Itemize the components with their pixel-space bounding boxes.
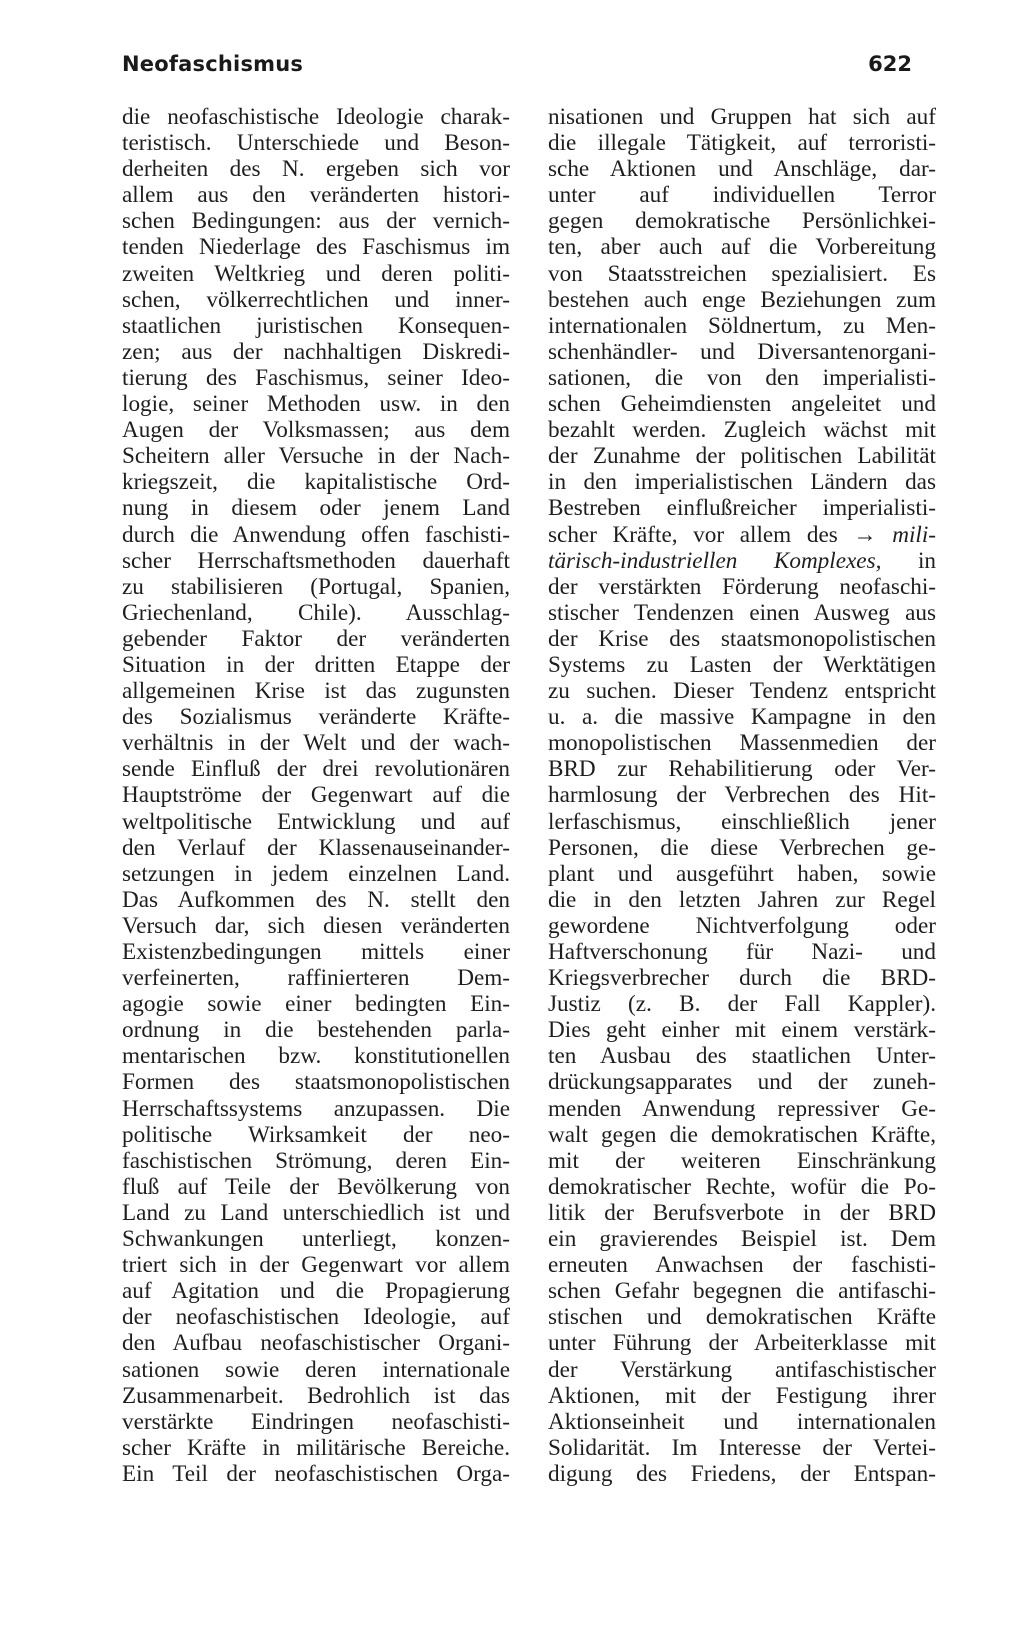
text-line: Schwankungen unterliegt, konzen- bbox=[122, 1226, 510, 1253]
page-header bbox=[122, 52, 912, 86]
text-line: gegen demokratische Persönlichkei- bbox=[548, 208, 936, 235]
text-line: ten Ausbau des staatlichen Unter- bbox=[548, 1043, 936, 1070]
text-line: schen Geheimdiensten angeleitet und bbox=[548, 391, 936, 418]
text-line: Zusammenarbeit. Bedrohlich ist das bbox=[122, 1382, 510, 1409]
text-line: harmlosung der Verbrechen des Hit- bbox=[548, 782, 936, 809]
text-line: Haftverschonung für Nazi- und bbox=[548, 939, 936, 965]
text-line: Justiz (z. B. der Fall Kappler). bbox=[548, 991, 936, 1018]
text-line: Solidarität. Im Interesse der Vertei- bbox=[548, 1434, 936, 1461]
text-line: der neofaschistischen Ideologie, auf bbox=[122, 1304, 510, 1331]
text-line: Herrschaftssystems anzupassen. Die bbox=[122, 1095, 510, 1122]
text-line: die in den letzten Jahren zur Regel bbox=[548, 886, 936, 913]
text-line: zu suchen. Dieser Tendenz entspricht bbox=[548, 678, 936, 705]
text-line: litik der Berufsverbote in der BRD bbox=[548, 1199, 936, 1226]
text-line: u. a. die massive Kampagne in den bbox=[548, 704, 936, 731]
text-line: Land zu Land unterschiedlich ist und bbox=[122, 1199, 510, 1226]
text-line: weltpolitische Entwicklung und auf bbox=[122, 808, 510, 835]
text-line: setzungen in jedem einzelnen Land. bbox=[122, 860, 510, 887]
text-line: sche Aktionen und Anschläge, dar- bbox=[548, 156, 936, 183]
cross-reference-arrow-icon: → bbox=[853, 521, 877, 548]
text-line: mit der weiteren Einschränkung bbox=[548, 1147, 936, 1174]
text-line: von Staatsstreichen spezialisiert. Es bbox=[548, 260, 936, 287]
cross-reference-term: mili- bbox=[876, 521, 936, 548]
text-line: derheiten des N. ergeben sich vor bbox=[122, 156, 510, 183]
text-line: erneuten Anwachsen der faschisti- bbox=[548, 1252, 936, 1279]
text-line: durch die Anwendung offen faschisti- bbox=[122, 521, 510, 548]
text-line: Kriegsverbrecher durch die BRD- bbox=[548, 965, 936, 992]
text-line: Dies geht einher mit einem verstärk- bbox=[548, 1017, 936, 1044]
text-line: stischer Tendenzen einen Ausweg aus bbox=[548, 599, 936, 626]
text-line: Scheitern aller Versuche in der Nach- bbox=[122, 443, 510, 470]
left-text-column bbox=[122, 104, 510, 1504]
text-line: zu stabilisieren (Portugal, Spanien, bbox=[122, 573, 510, 600]
text-line: gewordene Nichtverfolgung oder bbox=[548, 912, 936, 939]
text-line: verhältnis in der Welt und der wach- bbox=[122, 730, 510, 757]
text-line: faschistischen Strömung, deren Ein- bbox=[122, 1147, 510, 1174]
text-line: der verstärkten Förderung neofaschi- bbox=[548, 573, 936, 600]
text-line: nung in diesem oder jenem Land bbox=[122, 495, 510, 522]
text-line: drückungsapparates und der zuneh- bbox=[548, 1069, 936, 1096]
text-line: allgemeinen Krise ist das zugunsten bbox=[122, 678, 510, 705]
text-line: sende Einfluß der drei revolutionären bbox=[122, 756, 510, 783]
text-line: tierung des Faschismus, seiner Ideo- bbox=[122, 364, 510, 391]
running-head: Neofaschismus bbox=[122, 52, 304, 76]
text-line: ein gravierendes Beispiel ist. Dem bbox=[548, 1226, 936, 1253]
text-line: ten, aber auch auf die Vorbereitung bbox=[548, 234, 936, 261]
text-line: gebender Faktor der veränderten bbox=[122, 625, 510, 652]
text-line: schen, völkerrechtlichen und inner- bbox=[122, 286, 510, 313]
text-line: Systems zu Lasten der Werktätigen bbox=[548, 651, 936, 678]
text-line: den Verlauf der Klassenauseinander- bbox=[122, 834, 510, 861]
text-line: tenden Niederlage des Faschismus im bbox=[122, 234, 510, 261]
text-line bbox=[548, 548, 936, 574]
text-line: stischen und demokratischen Kräfte bbox=[548, 1304, 936, 1331]
text-line bbox=[548, 522, 936, 548]
text-line: den Aufbau neofaschistischer Organi- bbox=[122, 1330, 510, 1357]
text-line: BRD zur Rehabilitierung oder Ver- bbox=[548, 756, 936, 783]
text-line: Griechenland, Chile). Ausschlag- bbox=[122, 599, 510, 626]
text-line: allem aus den veränderten histori- bbox=[122, 182, 510, 209]
cross-reference-term: tärisch-industriellen Komplexes, bbox=[548, 547, 882, 574]
text-line: lerfaschismus, einschließlich jener bbox=[548, 808, 936, 835]
text-line: teristisch. Unterschiede und Beson- bbox=[122, 130, 510, 157]
text-line: politische Wirksamkeit der neo- bbox=[122, 1121, 510, 1148]
text-line: verstärkte Eindringen neofaschisti- bbox=[122, 1408, 510, 1435]
text-fragment: in bbox=[881, 547, 936, 574]
text-line: Augen der Volksmassen; aus dem bbox=[122, 417, 510, 444]
text-line: sationen, die von den imperialisti- bbox=[548, 364, 936, 391]
text-line: in den imperialistischen Ländern das bbox=[548, 469, 936, 496]
text-line: die neofaschistische Ideologie charak- bbox=[122, 104, 510, 130]
text-line: schenhändler- und Diversantenorgani- bbox=[548, 338, 936, 365]
text-line: menden Anwendung repressiver Ge- bbox=[548, 1095, 936, 1122]
text-line: Aktionen, mit der Festigung ihrer bbox=[548, 1382, 936, 1409]
text-line: Personen, die diese Verbrechen ge- bbox=[548, 834, 936, 861]
text-line: zweiten Weltkrieg und deren politi- bbox=[122, 260, 510, 287]
text-line: schen Gefahr begegnen die antifaschi- bbox=[548, 1278, 936, 1305]
page-number: 622 bbox=[868, 52, 912, 76]
text-line: Aktionseinheit und internationalen bbox=[548, 1408, 936, 1435]
text-line: plant und ausgeführt haben, sowie bbox=[548, 860, 936, 887]
text-line: logie, seiner Methoden usw. in den bbox=[122, 391, 510, 418]
text-line: digung des Friedens, der Entspan- bbox=[548, 1460, 936, 1487]
text-line: Ein Teil der neofaschistischen Orga- bbox=[122, 1460, 510, 1487]
right-text-column bbox=[548, 104, 936, 1504]
text-line: Bestreben einflußreicher imperialisti- bbox=[548, 495, 936, 522]
text-line: scher Herrschaftsmethoden dauerhaft bbox=[122, 547, 510, 574]
text-line: der Krise des staatsmonopolistischen bbox=[548, 625, 936, 652]
text-line: unter auf individuellen Terror bbox=[548, 182, 936, 209]
text-line: schen Bedingungen: aus der vernich- bbox=[122, 208, 510, 235]
text-line: agogie sowie einer bedingten Ein- bbox=[122, 991, 510, 1018]
text-line: scher Kräfte in militärische Bereiche. bbox=[122, 1434, 510, 1461]
text-line: nisationen und Gruppen hat sich auf bbox=[548, 104, 936, 130]
text-line: unter Führung der Arbeiterklasse mit bbox=[548, 1330, 936, 1357]
text-line: monopolistischen Massenmedien der bbox=[548, 730, 936, 757]
text-line: verfeinerten, raffinierteren Dem- bbox=[122, 965, 510, 992]
text-line: Situation in der dritten Etappe der bbox=[122, 651, 510, 678]
text-line: des Sozialismus veränderte Kräfte- bbox=[122, 704, 510, 731]
text-line: bestehen auch enge Beziehungen zum bbox=[548, 286, 936, 313]
text-line: der Verstärkung antifaschistischer bbox=[548, 1356, 936, 1383]
text-line: kriegszeit, die kapitalistische Ord- bbox=[122, 469, 510, 496]
text-fragment: scher Kräfte, vor allem des bbox=[548, 521, 854, 548]
text-line: Formen des staatsmonopolistischen bbox=[122, 1069, 510, 1096]
text-line: walt gegen die demokratischen Kräfte, bbox=[548, 1121, 936, 1148]
text-line: der Zunahme der politischen Labilität bbox=[548, 443, 936, 470]
text-line: mentarischen bzw. konstitutionellen bbox=[122, 1043, 510, 1070]
text-line: bezahlt werden. Zugleich wächst mit bbox=[548, 417, 936, 444]
text-line: Versuch dar, sich diesen veränderten bbox=[122, 912, 510, 939]
text-line: Das Aufkommen des N. stellt den bbox=[122, 886, 510, 913]
text-line: ordnung in die bestehenden parla- bbox=[122, 1017, 510, 1044]
text-line: zen; aus der nachhaltigen Diskredi- bbox=[122, 338, 510, 365]
text-line: fluß auf Teile der Bevölkerung von bbox=[122, 1173, 510, 1200]
text-line: auf Agitation und die Propagierung bbox=[122, 1278, 510, 1305]
text-line: internationalen Söldnertum, zu Men- bbox=[548, 312, 936, 339]
text-line: triert sich in der Gegenwart vor allem bbox=[122, 1252, 510, 1279]
text-line: die illegale Tätigkeit, auf terroristi- bbox=[548, 130, 936, 157]
text-line: staatlichen juristischen Konsequen- bbox=[122, 312, 510, 339]
text-line: sationen sowie deren internationale bbox=[122, 1356, 510, 1383]
text-line: demokratischer Rechte, wofür die Po- bbox=[548, 1173, 936, 1200]
text-line: Existenzbedingungen mittels einer bbox=[122, 939, 510, 965]
text-line: Hauptströme der Gegenwart auf die bbox=[122, 782, 510, 809]
